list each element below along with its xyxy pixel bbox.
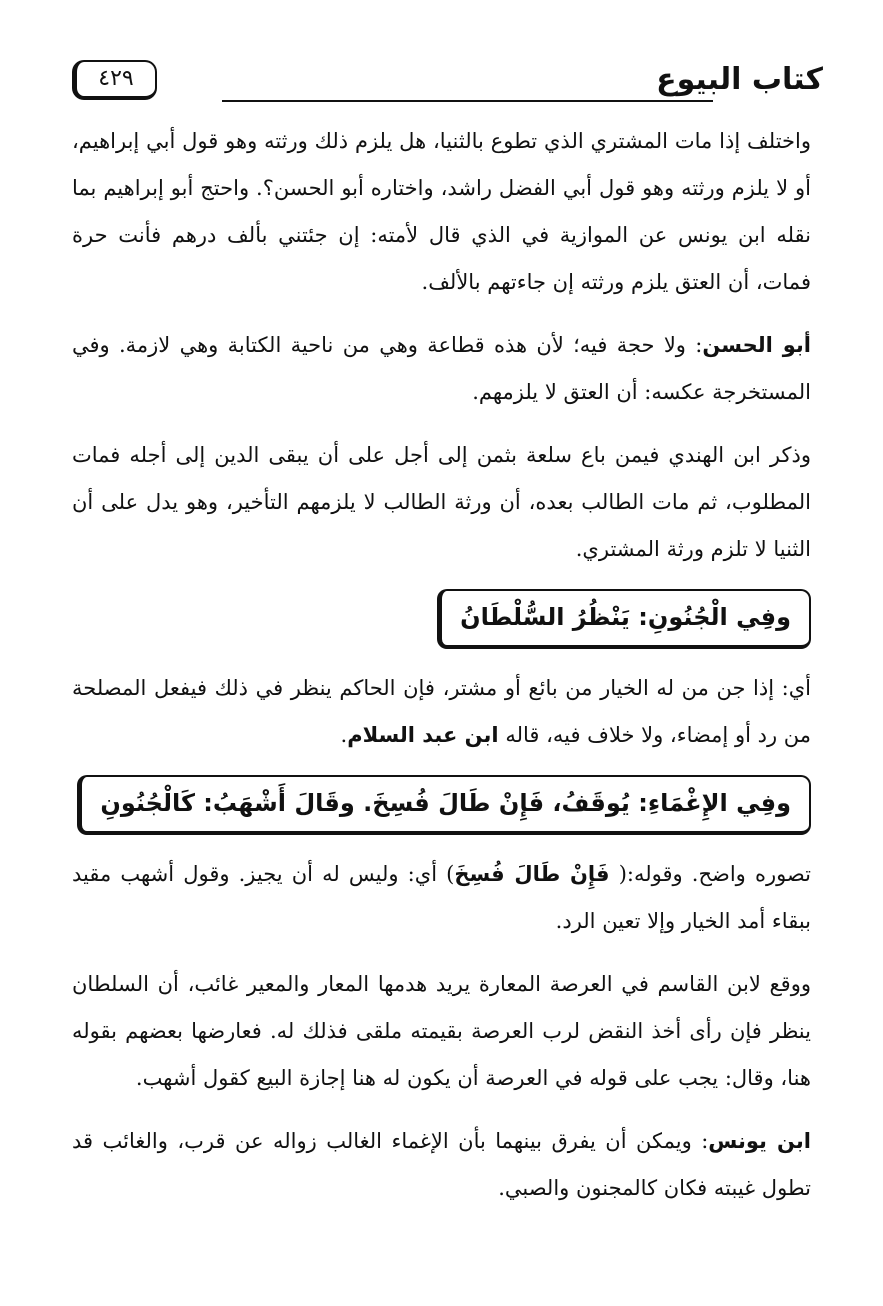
matn-quote-1-wrap xyxy=(72,589,811,649)
book-title: كتاب البيوع xyxy=(656,62,823,97)
paragraph-5-a: تصوره واضح. وقوله:( xyxy=(609,862,811,886)
paragraph-4-end: . xyxy=(340,723,348,747)
paragraph-5-b: ) أي: وليس له أن يجيز. وقول أشهب مقيد ببقاء أمد الخيار وإلا تعين الرد. xyxy=(72,862,811,933)
paragraph-2 xyxy=(72,322,811,416)
speaker-name: أبو الحسن xyxy=(702,333,811,357)
paragraph-4-text: أي: إذا جن من له الخيار من بائع أو مشتر، فإن الحاكم ينظر في ذلك فيفعل المصلحة من رد أو إمضاء، ولا خلاف فيه، قاله xyxy=(72,676,811,747)
matn-quote-1: وفِي الْجُنُونِ: يَنْظُرُ السُّلْطَانُ xyxy=(437,589,811,649)
header-rule xyxy=(222,100,713,102)
paragraph-7-text: : ويمكن أن يفرق بينهما بأن الإغماء الغالب زواله عن قرب، والغائب قد تطول غيبته فكان كالمجنون والصبي. xyxy=(72,1129,811,1200)
paragraph-2-text: : ولا حجة فيه؛ لأن هذه قطاعة وهي من ناحية الكتابة وهي لازمة. وفي المستخرجة عكسه: أن العتق لا يلزمهم. xyxy=(72,333,811,404)
paragraph-5 xyxy=(72,851,811,945)
paragraph-6: ووقع لابن القاسم في العرصة المعارة يريد هدمها المعار والمعير غائب، أن السلطان ينظر فإن رأى أخذ النقض لرب العرصة بقيمته ملقى فذلك له. فعارضها بعضهم بقوله هنا، وقال: يجب على قوله في العرصة أن يكون له هنا إجازة البيع كقول أشهب. xyxy=(72,972,811,1090)
matn-quote-2: وفِي الإِغْمَاءِ: يُوقَفُ، فَإِنْ طَالَ فُسِخَ. وقَالَ أَشْهَبُ: كَالْجُنُونِ xyxy=(77,775,811,835)
page-number: ٤٢٩ xyxy=(72,60,157,100)
paragraph-7 xyxy=(72,1118,811,1212)
paragraph-4 xyxy=(72,665,811,759)
paragraph-3: وذكر ابن الهندي فيمن باع سلعة بثمن إلى أجل على أن يبقى الدين إلى أجله فمات المطلوب، ثم مات الطالب بعده، أن ورثة الطالب لا يلزمهم التأخير، وهو يدل على أن الثنيا لا تلزم ورثة المشتري. xyxy=(72,443,811,561)
matn-quote-2-wrap xyxy=(72,775,811,835)
page-body xyxy=(72,118,811,1228)
paragraph-1: واختلف إذا مات المشتري الذي تطوع بالثنيا، هل يلزم ذلك ورثته وهو قول أبي إبراهيم، أو لا يلزم ورثته وهو قول أبي الفضل راشد، واختاره أبو الحسن؟. واحتج أبو إبراهيم بما نقله ابن يونس عن الموازية في الذي قال لأمته: إن جئتني بألف درهم فأنت حرة فمات، أن العتق يلزم ورثته إن جاءتهم بالألف. xyxy=(72,129,811,294)
quoted-phrase: فَإِنْ طَالَ فُسِخَ xyxy=(454,862,610,886)
page-header xyxy=(72,60,823,104)
cited-scholar: ابن عبد السلام xyxy=(347,723,499,747)
speaker-name-2: ابن يونس xyxy=(708,1129,811,1153)
